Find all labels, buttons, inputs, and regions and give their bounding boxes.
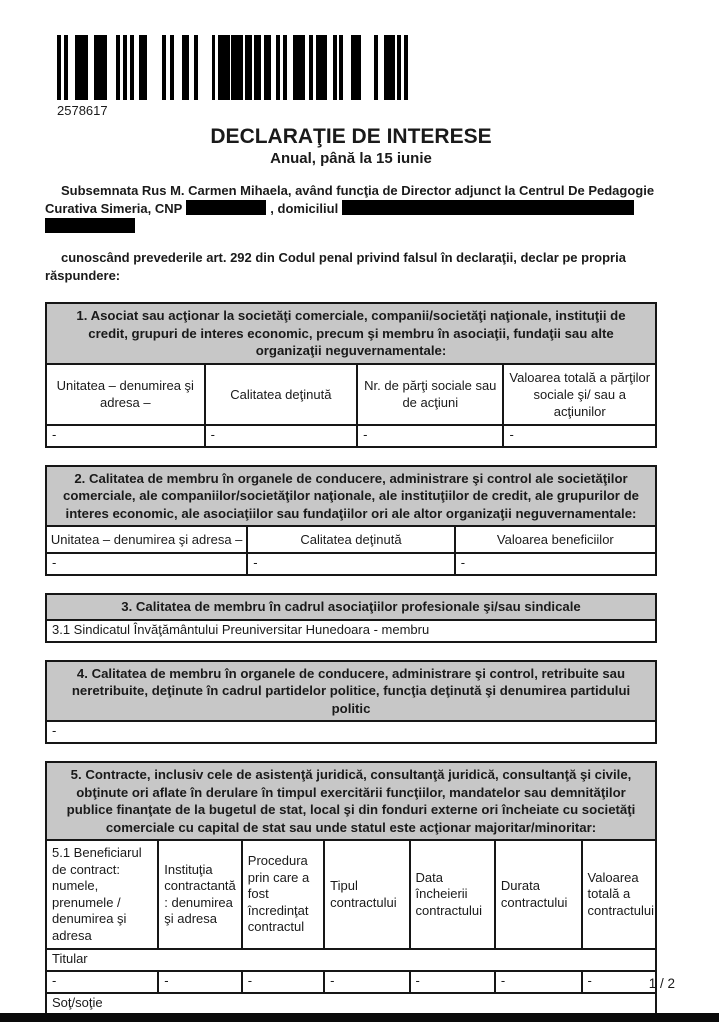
section-5-cell-valoarea: -	[582, 971, 656, 993]
section-5-titular-label: Titular	[46, 949, 656, 971]
section-3-values-row	[46, 620, 656, 642]
barcode-bar	[374, 35, 378, 100]
section-5-cell-data: -	[410, 971, 495, 993]
section-5-cell-procedura: -	[242, 971, 324, 993]
section-2-cell-calitatea: -	[247, 553, 454, 575]
section-1-col-unitatea: Unitatea – denumirea şi adresa –	[46, 364, 205, 425]
redaction-bar-cnp	[186, 200, 266, 215]
section-1-col-calitatea: Calitatea deţinută	[205, 364, 358, 425]
section-5-spouse-label: Soţ/soţie	[46, 993, 656, 1015]
section-2-col-calitatea: Calitatea deţinută	[247, 526, 454, 553]
section-1-values-row	[46, 425, 656, 447]
barcode-bar	[283, 35, 287, 100]
section-2-values-row	[46, 553, 656, 575]
barcode-bar	[276, 35, 280, 100]
barcode-bar	[162, 35, 166, 100]
section-5-header-row	[46, 762, 656, 840]
barcode-number: 2578617	[57, 103, 108, 118]
intro-line-3	[45, 218, 657, 236]
section-3-header-row	[46, 594, 656, 620]
section-3-header: 3. Calitatea de membru în cadrul asociaţiilor profesionale şi/sau sindicale	[46, 594, 656, 620]
barcode-bar	[170, 35, 174, 100]
section-1-header: 1. Asociat sau acţionar la societăţi comerciale, companii/societăţi naţionale, instituţii de credit, grupuri de interes economic, precum şi membru în asociaţii, fundaţii sau alte organizaţii neguvernamentale:	[46, 303, 656, 364]
section-2-header-row	[46, 466, 656, 527]
page-subtitle: Anual, până la 15 iunie	[270, 150, 432, 167]
intro-line-1: Subsemnata Rus M. Carmen Mihaela, având funcţia de Director adjunct la Centrul De Pedagogie	[61, 183, 655, 198]
section-5-cell-durata: -	[495, 971, 582, 993]
section-1-table	[45, 302, 657, 448]
section-1-header-row	[46, 303, 656, 364]
barcode-bar	[397, 35, 401, 100]
section-4-header-row	[46, 661, 656, 722]
barcode-bar	[130, 35, 134, 100]
section-5-titular-row	[46, 949, 656, 971]
section-2-col-unitatea: Unitatea – denumirea şi adresa –	[46, 526, 247, 553]
barcode-bar	[264, 35, 271, 100]
section-5-cell-institutia: -	[158, 971, 242, 993]
document-content	[45, 35, 657, 1016]
barcode-bar	[333, 35, 337, 100]
barcode-bar	[212, 35, 215, 100]
section-5-col-beneficiar: 5.1 Beneficiarul de contract: numele, prenumele / denumirea şi adresa	[46, 840, 158, 949]
section-5-columns-row	[46, 840, 656, 949]
section-1-cell-unitatea: -	[46, 425, 205, 447]
barcode-bar	[404, 35, 408, 100]
barcode-bar	[116, 35, 120, 100]
section-4-values-row	[46, 721, 656, 743]
section-5-spouse-row	[46, 993, 656, 1015]
oath-paragraph: cunoscând prevederile art. 292 din Codul penal privind falsul în declaraţii, declar pe propria răspundere:	[45, 250, 626, 283]
section-5-col-procedura: Procedura prin care a fost încredinţat contractul	[242, 840, 324, 949]
intro-paragraph	[45, 182, 657, 285]
barcode-bar	[293, 35, 305, 100]
section-1-cell-valoarea: -	[503, 425, 656, 447]
section-5-col-institutia: Instituţia contractantă : denumirea şi adresa	[158, 840, 242, 949]
barcode-bar	[139, 35, 147, 100]
barcode-bar	[316, 35, 327, 100]
barcode-bar	[351, 35, 361, 100]
section-5-col-valoarea: Valoarea totală a contractului	[582, 840, 656, 949]
intro-text-domicile: , domiciliul	[270, 201, 339, 216]
section-5-table	[45, 761, 657, 1016]
section-1-col-valoarea: Valoarea totală a părţilor sociale şi/ sau a acţiunilor	[503, 364, 656, 425]
section-5-col-data: Data încheierii contractului	[410, 840, 495, 949]
section-2-cell-unitatea: -	[46, 553, 247, 575]
section-5-header: 5. Contracte, inclusiv cele de asistenţă juridică, consultanţă juridică, consultanţă şi civile, obţinute ori aflate în derulare în timpul exercitării funcţiilor, mandatelor sau demnităţilor publice finanţate de la bugetul de stat, local şi din fonduri externe ori încheiate cu societăţi comerciale cu capital de stat sau unde statul este acţionar majoritar/minoritar:	[46, 762, 656, 840]
barcode	[57, 35, 657, 100]
section-4-table	[45, 660, 657, 745]
barcode-bar	[309, 35, 313, 100]
barcode-bar	[218, 35, 230, 100]
barcode-bar	[339, 35, 343, 100]
barcode-bar	[245, 35, 252, 100]
intro-line-2	[45, 200, 657, 218]
barcode-bar	[123, 35, 127, 100]
section-1-cell-calitatea: -	[205, 425, 358, 447]
page-edge-bar	[0, 1013, 719, 1022]
redaction-bar-domicile-2	[45, 218, 135, 233]
section-2-columns-row	[46, 526, 656, 553]
section-1-cell-nr-parti: -	[357, 425, 503, 447]
section-4-header: 4. Calitatea de membru în organele de conducere, administrare şi control, retribuite sau neretribuite, deţinute în cadrul partidelor politice, funcţia deţinută şi denumirea partidului politic	[46, 661, 656, 722]
barcode-bar	[254, 35, 261, 100]
section-1-col-nr-parti: Nr. de părţi sociale sau de acţiuni	[357, 364, 503, 425]
section-2-col-valoarea: Valoarea beneficiilor	[455, 526, 656, 553]
section-4-cell-party: -	[46, 721, 656, 743]
section-1-columns-row	[46, 364, 656, 425]
section-2-header: 2. Calitatea de membru în organele de conducere, administrare şi control ale societăţilor comerciale, ale companiilor/societăţilor naţionale, ale instituţiilor de credit, ale grupurilor de interes economic, ale asociaţiilor sau fundaţiilor ori ale altor organizaţii neguvernamentale:	[46, 466, 656, 527]
barcode-bar	[57, 35, 61, 100]
barcode-bar	[94, 35, 107, 100]
section-3-cell-membership: 3.1 Sindicatul Învăţământului Preuniversitar Hunedoara - membru	[46, 620, 656, 642]
section-5-cell-tipul: -	[324, 971, 409, 993]
barcode-bar	[231, 35, 243, 100]
section-5-col-durata: Durata contractului	[495, 840, 582, 949]
barcode-bar	[75, 35, 88, 100]
redaction-bar-domicile	[342, 200, 634, 215]
section-3-table	[45, 593, 657, 643]
page-number: 1 / 2	[648, 976, 675, 991]
section-2-table	[45, 465, 657, 577]
barcode-bar	[64, 35, 68, 100]
section-5-cell-beneficiar: -	[46, 971, 158, 993]
barcode-bar	[384, 35, 395, 100]
barcode-bar	[182, 35, 189, 100]
intro-text-before-cnp: Curativa Simeria, CNP	[45, 201, 183, 216]
page-title: DECLARAŢIE DE INTERESE	[210, 125, 492, 148]
section-2-cell-valoarea: -	[455, 553, 656, 575]
section-5-col-tipul: Tipul contractului	[324, 840, 409, 949]
section-5-titular-values-row	[46, 971, 656, 993]
barcode-bar	[194, 35, 198, 100]
